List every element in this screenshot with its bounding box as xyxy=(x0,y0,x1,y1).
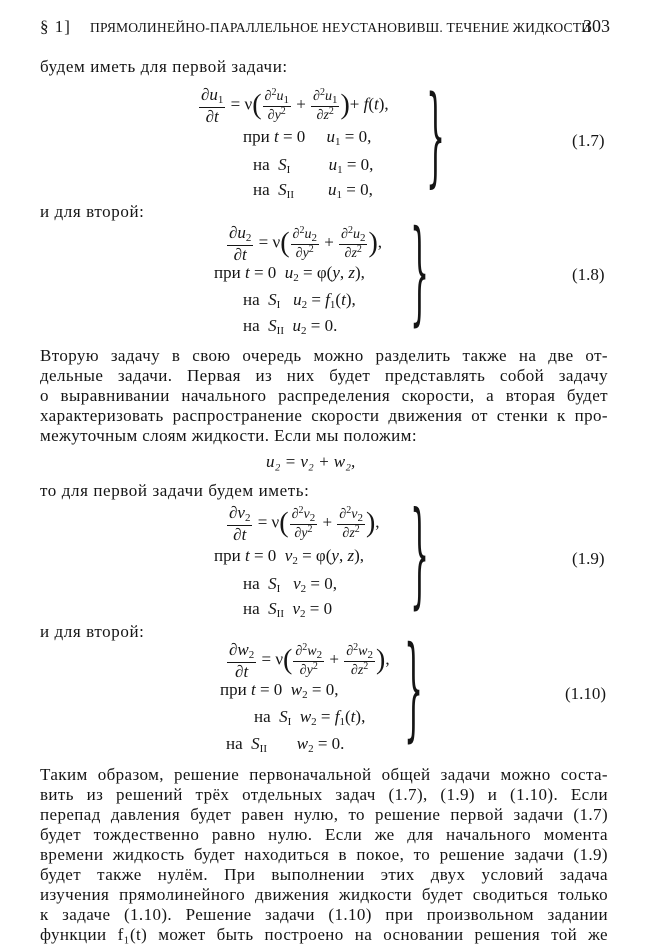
text-line: времени жидкость будет находиться в покое, то решение задачи (1.9) xyxy=(40,845,608,864)
text-line: Вторую задачу в свою очередь можно разделить также на две от- xyxy=(40,346,608,365)
equation-1-7-line-2: при t = 0 $u_1 = 0$, xyxy=(243,127,372,148)
intro-first-problem: будем иметь для первой задачи: xyxy=(40,57,288,76)
equation-1-8-line-2: при t = 0 $u_2 = \varphi(y$, z), xyxy=(214,263,365,284)
sum-equation: u₂ = v₂ + w₂, xyxy=(266,452,356,471)
text-line: характеризовать распространение скорости движения от стенки к про- xyxy=(40,406,608,425)
equation-1-7-line-1: $\frac{\partial u_1}{\partial t}$ = ν( $\frac{\partial^2u_1}{\partial y^2}$ + $\frac{\partial^2u_1}{\partial z^2}$ )+ f(t), xyxy=(201,85,389,126)
equation-number-1-9: (1.9) xyxy=(572,549,605,568)
equation-1-7-line-4: на $S_{II}$ $u_1 = 0$, xyxy=(253,180,373,201)
text-line: дельные задачи. Первая из них будет представлять собой задачу xyxy=(40,366,608,385)
text-line: вить из решений трёх отдельных задач (1.7), (1.9) и (1.10). Если xyxy=(40,785,608,804)
equation-1-10-line-2: при t = 0 $w_2 = 0$, xyxy=(220,680,339,701)
equation-number-1-8: (1.8) xyxy=(572,265,605,284)
equation-1-8-line-1: $\frac{\partial u_2}{\partial t}$ = ν( $\frac{\partial^2u_2}{\partial y^2}$ + $\frac{\partial^2u_2}{\partial z^2}$ ), xyxy=(229,223,383,264)
equation-number-1-10: (1.10) xyxy=(565,684,607,703)
right-brace-icon: } xyxy=(404,624,424,756)
equation-1-10-line-1: $\frac{\partial w_2}{\partial t}$ = ν( $\frac{\partial^2w_2}{\partial y^2}$ + $\frac{\partial^2w_2}{\partial z^2}$ ), xyxy=(229,640,390,681)
equation-1-9-line-4: на $S_{II}$ $v_2 = 0$ xyxy=(243,599,333,620)
right-brace-icon: } xyxy=(426,75,446,202)
section-number: § 1] xyxy=(40,17,71,36)
equation-1-9-line-2: при t = 0 $v_2 = \varphi(y$, z), xyxy=(214,546,364,567)
equation-number-1-7: (1.7) xyxy=(572,131,605,150)
page-number: 303 xyxy=(583,16,610,36)
running-title: ПРЯМОЛИНЕЙНО-ПАРАЛЛЕЛЬНОЕ НЕУСТАНОВИВШ. ТЕЧЕНИЕ ЖИДКОСТИ xyxy=(90,20,592,35)
right-brace-icon: } xyxy=(410,208,430,340)
equation-1-10-line-3: на $S_I$ $w_2 = f_1(t)$, xyxy=(254,707,366,728)
running-header xyxy=(40,14,610,44)
equation-1-8-line-3: на $S_I$ $u_2 = f_1(t)$, xyxy=(243,290,356,311)
text-line: будет также нулём. При выполнении этих двух условий задача xyxy=(40,865,608,884)
text-line: к задаче (1.10). Решение задачи (1.10) при произвольном задании xyxy=(40,905,608,924)
equation-1-9-line-3: на $S_I$ $v_2 = 0$, xyxy=(243,574,337,595)
equation-1-9-line-1: $\frac{\partial v_2}{\partial t}$ = ν( $\frac{\partial^2v_2}{\partial y^2}$ + $\frac{\partial^2v_2}{\partial z^2}$ ), xyxy=(229,503,380,544)
text-line: будет тождественно равно нулю. Если же для начального момента xyxy=(40,825,608,844)
and-second-1: и для второй: xyxy=(40,202,145,221)
equation-1-7-line-3: на $S_I$ $u_1 = 0$, xyxy=(253,155,374,176)
right-brace-icon: } xyxy=(410,490,430,624)
text-line: перепад давления будет равен нулю, то решение первой задачи (1.7) xyxy=(40,805,608,824)
text-line: межуточным слоям жидкости. Если мы положим: xyxy=(40,426,417,445)
text-line: функции f₁(t) может быть построено на основании решения той же xyxy=(40,925,608,944)
equation-1-10-line-4: на $S_{II}$ $w_2 = 0$. xyxy=(226,734,345,755)
equation-1-8-line-4: на $S_{II}$ $u_2 = 0$. xyxy=(243,316,338,337)
text-line: изучения прямолинейного движения жидкости будет сводиться только xyxy=(40,885,608,904)
text-line: Таким образом, решение первоначальной общей задачи можно соста- xyxy=(40,765,608,784)
then-first-problem: то для первой задачи будем иметь: xyxy=(40,481,310,500)
text-line: о выравнивании начального распределения скорости, а вторая будет xyxy=(40,386,608,405)
and-second-2: и для второй: xyxy=(40,622,145,641)
